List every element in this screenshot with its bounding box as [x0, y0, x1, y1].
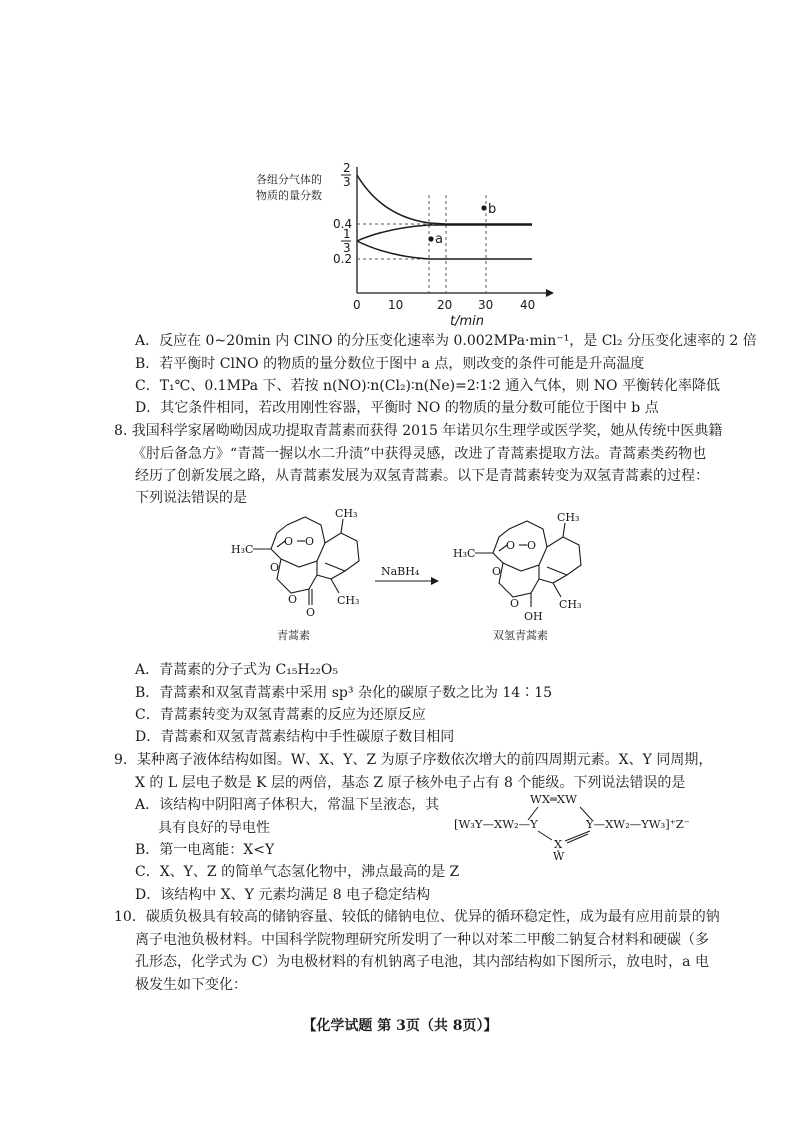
reagent-label: NaBH₄ — [381, 565, 420, 578]
equilibrium-graph — [250, 155, 580, 330]
structure-main-left: [W₃Y—XW₂—Y — [454, 817, 538, 831]
page-footer: 【化学试题 第 3页（共 8页）】 — [302, 1018, 498, 1034]
point-b — [481, 205, 486, 210]
q8-option-d: D．青蒿素和双氢青蒿素结构中手性碳原子数目相同 — [135, 729, 455, 745]
q10-stem-line1: 10．碳质负极具有较高的储钠容量、较低的储钠电位、优异的循环稳定性，成为最有应用前景的钠 — [114, 909, 720, 925]
q8-stem-line1: 8. 我国科学家屠呦呦因成功提取青蒿素而获得 2015 年诺贝尔生理学或医学奖，她从传统中医典籍 — [114, 423, 723, 439]
dihydro-o3: O — [492, 565, 502, 578]
q7-option-b: B．若平衡时 ClNO 的物质的量分数位于图中 a 点，则改变的条件可能是升高温度 — [135, 356, 645, 372]
q8-option-a: A．青蒿素的分子式为 C₁₅H₂₂O₅ — [135, 662, 339, 678]
q9-option-a-cont: 具有良好的导电性 — [158, 820, 270, 836]
q8-option-b: B．青蒿素和双氢青蒿素中采用 sp³ 杂化的碳原子数之比为 14∶15 — [135, 685, 553, 701]
xtick-20: 20 — [437, 298, 453, 312]
artemisinin-o2: O — [305, 535, 315, 548]
artemisinin-o4: O — [288, 593, 298, 606]
xlabel: t/min — [450, 314, 484, 329]
dihydro-name: 双氢青蒿素 — [493, 629, 548, 642]
artemisinin-o-carbonyl: O — [306, 606, 316, 619]
dihydro-ch3-top: CH₃ — [557, 511, 580, 524]
q9-stem-line2: X 的 L 层电子数是 K 层的两倍，基态 Z 原子核外电子占有 8 个能级。下列说法错误的是 — [135, 775, 686, 791]
q9-option-d: D．该结构中 X、Y 元素均满足 8 电子稳定结构 — [135, 887, 431, 903]
point-a-label: a — [435, 232, 443, 247]
artemisinin-o3: O — [270, 561, 280, 574]
ytick-1-3-den: 3 — [343, 241, 351, 255]
ytick-1-3-num: 1 — [343, 227, 351, 241]
ytick-0.2: 0.2 — [333, 252, 353, 266]
q10-stem-line4: 极发生如下变化： — [135, 977, 247, 993]
xtick-40: 40 — [520, 298, 536, 312]
artemisinin-ch3-side: CH₃ — [337, 594, 360, 607]
structure-x-mid: X — [554, 837, 563, 851]
reaction-scheme — [225, 505, 595, 645]
ytick-0.4: 0.4 — [333, 217, 353, 231]
xtick-30: 30 — [478, 298, 494, 312]
q8-stem-line4: 下列说法错误的是 — [135, 490, 247, 506]
curve-decreasing — [357, 175, 532, 224]
ytick-2-3-den: 3 — [343, 175, 351, 189]
graph-ylabel-line1: 各组分气体的 — [256, 173, 322, 186]
artemisinin-structure — [253, 517, 359, 605]
structure-w-bottom: W — [553, 850, 565, 860]
curve-lowest — [357, 241, 532, 259]
structure-top: WX═XW — [530, 792, 577, 806]
q9-option-c: C．X、Y、Z 的简单气态氢化物中，沸点最高的是 Z — [135, 864, 460, 880]
dihydro-o2: O — [527, 539, 537, 552]
dihydro-oh: OH — [524, 610, 543, 623]
q8-stem-line2: 《肘后备急方》“青蒿一握以水二升渍”中获得灵感，改进了青蒿素提取方法。青蒿素类药物也 — [132, 446, 707, 462]
dihydroartemisinin-structure — [475, 521, 581, 607]
q9-option-a: A．该结构中阴阳离子体积大，常温下呈液态，其 — [135, 797, 440, 813]
q7-option-c: C．T₁℃、0.1MPa 下、若按 n(NO)∶n(Cl₂)∶n(Ne)=2∶1∶2 通入气体，则 NO 平衡转化率降低 — [135, 378, 720, 394]
ytick-2-3-num: 2 — [343, 161, 351, 175]
q8-option-c: C．青蒿素转变为双氢青蒿素的反应为还原反应 — [135, 707, 426, 723]
point-b-label: b — [488, 202, 497, 217]
q10-stem-line2: 离子电池负极材料。中国科学院物理研究所发明了一种以对苯二甲酸二钠复合材料和硬碳（多 — [135, 932, 709, 948]
point-a — [428, 236, 433, 241]
q8-stem-line3: 经历了创新发展之路，从青蒿素发展为双氢青蒿素。以下是青蒿素转变为双氢青蒿素的过程： — [135, 468, 709, 484]
dihydro-ch3-side: CH₃ — [559, 598, 582, 611]
dihydro-o4: O — [510, 597, 520, 610]
artemisinin-ch3-top: CH₃ — [335, 507, 358, 520]
xtick-0: 0 — [353, 298, 361, 312]
q7-option-d: D．其它条件相同，若改用刚性容器，平衡时 NO 的物质的量分数可能位于图中 b 点 — [135, 400, 659, 416]
artemisinin-o1: O — [284, 535, 294, 548]
x-axis-arrow — [546, 289, 554, 297]
q9-option-b: B．第一电离能：X<Y — [135, 842, 275, 858]
dihydro-o1: O — [506, 539, 516, 552]
q7-option-a: A．反应在 0~20min 内 ClNO 的分压变化速率为 0.002MPa·min⁻¹，是 Cl₂ 分压变化速率的 2 倍 — [135, 333, 757, 349]
structure-main-right: Y—XW₂—YW₃]⁺Z⁻ — [586, 817, 690, 831]
dihydro-h3c: H₃C — [453, 547, 476, 560]
xtick-10: 10 — [388, 298, 404, 312]
q10-stem-line3: 孔形态，化学式为 C）为电极材料的有机钠离子电池，其内部结构如下图所示，放电时，a 电 — [135, 954, 709, 970]
ionic-liquid-structure — [452, 790, 692, 860]
q9-stem-line1: 9．某种离子液体结构如图。W、X、Y、Z 为原子序数依次增大的前四周期元素。X、Y 同周期， — [114, 752, 713, 768]
artemisinin-h3c: H₃C — [231, 543, 254, 556]
graph-ylabel-line2: 物质的量分数 — [256, 189, 322, 202]
artemisinin-name: 青蒿素 — [277, 629, 310, 642]
curve-increasing — [357, 225, 532, 241]
